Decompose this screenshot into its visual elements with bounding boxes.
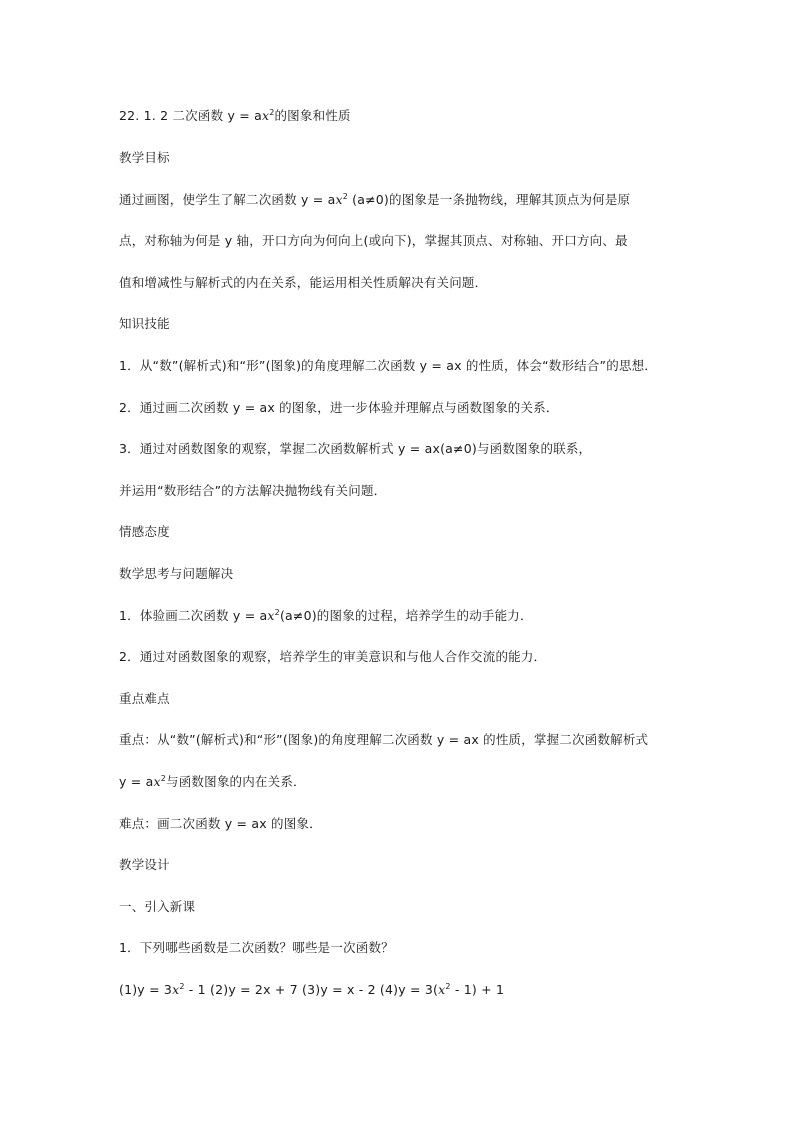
heading-emotion-attitude: 情感态度: [119, 524, 170, 539]
goal-paragraph-line-3: 值和增减性与解析式的内在关系，能运用相关性质解决有关问题．: [119, 275, 488, 290]
text-run: 1．体验画二次函数 y = a: [119, 608, 268, 623]
text-run: (a≠0)的图象的过程，培养学生的动手能力．: [279, 608, 533, 623]
heading-knowledge-skills: 知识技能: [119, 316, 170, 331]
text-run: 通过画图，使学生了解二次函数 y = a: [119, 192, 336, 207]
skill-item-3-line-2: 并运用“数形结合”的方法解决抛物线有关问题．: [119, 483, 387, 498]
question-1-functions: [119, 980, 699, 1000]
text-run: y = a: [119, 774, 154, 789]
math-exponent: 2: [274, 607, 280, 617]
title-text-tail: 的图象和性质: [274, 108, 351, 123]
math-exponent: 2: [179, 981, 185, 991]
difficulty-point: 难点：画二次函数 y = ax 的图象．: [119, 816, 322, 831]
math-var: x: [172, 982, 180, 997]
heading-teaching-goal: 教学目标: [119, 150, 170, 165]
text-run: 与函数图象的内在关系．: [166, 774, 306, 789]
text-run: - 1) + 1: [450, 982, 505, 997]
heading-key-difficulty: 重点难点: [119, 691, 170, 706]
text-run: - 1 (2)y = 2x + 7 (3)y = x - 2 (4)y = 3(: [184, 982, 439, 997]
math-var: x: [267, 608, 275, 623]
math-var: x: [261, 108, 270, 123]
math-var: x: [438, 982, 446, 997]
heading-intro-lesson: 一、引入新课: [119, 899, 196, 914]
thinking-item-1: [119, 606, 699, 626]
math-exponent: 2: [342, 191, 348, 201]
math-exponent: 2: [269, 107, 275, 117]
math-exponent: 2: [160, 773, 167, 783]
text-run: (a≠0)的图象是一条抛物线，理解其顶点为何是原: [348, 192, 631, 207]
skill-item-1: 1．从“数”(解析式)和“形”(图象)的角度理解二次函数 y = ax 的性质，体会“数形结合”的思想．: [119, 358, 658, 373]
heading-teaching-design: 教学设计: [119, 857, 170, 872]
goal-paragraph-line-2: 点，对称轴为何是 y 轴，开口方向为何向上(或向下)，掌握其顶点、对称轴、开口方向、最: [119, 233, 628, 248]
question-1: 1．下列哪些函数是二次函数？哪些是一次函数？: [119, 940, 394, 955]
math-var: x: [335, 192, 343, 207]
skill-item-3-line-1: 3．通过对函数图象的观察，掌握二次函数解析式 y = ax(a≠0)与函数图象的联系，: [119, 441, 592, 456]
title-text: 22. 1. 2 二次函数 y = a: [119, 108, 262, 123]
doc-title: [119, 106, 699, 126]
goal-paragraph-line-1: [119, 190, 699, 210]
key-point-line-2: [119, 772, 699, 792]
math-var: x: [153, 774, 161, 789]
text-run: (1)y = 3: [119, 982, 173, 997]
thinking-item-2: 2．通过对函数图象的观察，培养学生的审美意识和与他人合作交流的能力．: [119, 649, 547, 664]
key-point-line-1: 重点：从“数”(解析式)和“形”(图象)的角度理解二次函数 y = ax 的性质，掌握二次函数解析式: [119, 732, 649, 747]
skill-item-2: 2．通过画二次函数 y = ax 的图象，进一步体验并理解点与函数图象的关系．: [119, 400, 559, 415]
heading-math-thinking: 数学思考与问题解决: [119, 566, 234, 581]
math-exponent: 2: [445, 981, 451, 991]
